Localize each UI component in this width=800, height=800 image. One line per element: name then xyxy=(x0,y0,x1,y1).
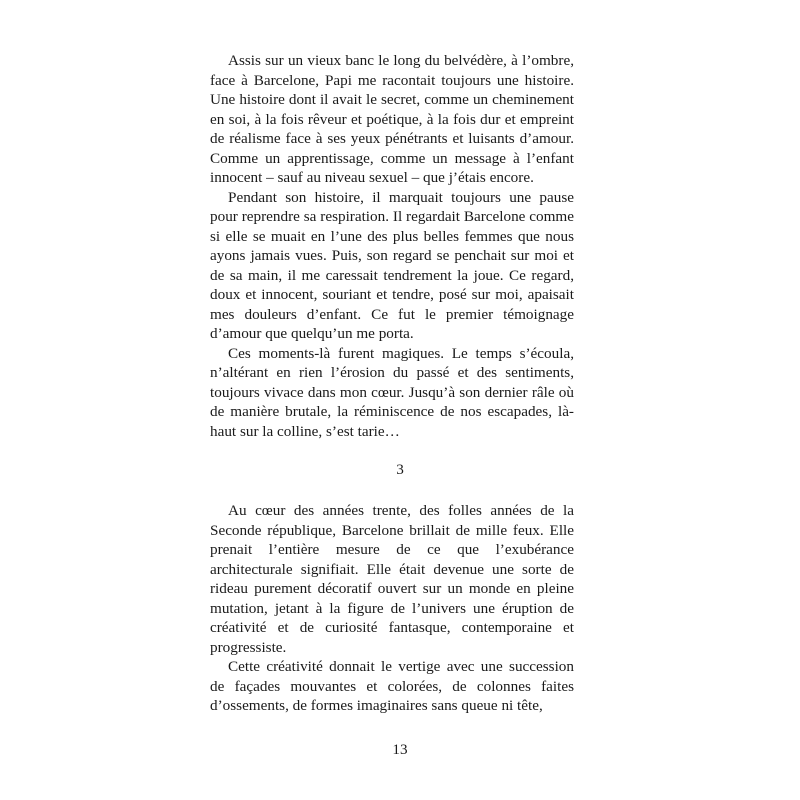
text-section-top xyxy=(210,51,574,441)
paragraph: Ces moments-là furent magiques. Le temps s’écoula, n’altérant en rien l’érosion du passé et des sentiments, toujours vivace dans mon cœur. Jusqu’à son dernier râle où de manière brutale, la réminiscence de nos escapades, là-haut sur la colline, s’est tarie… xyxy=(210,344,574,440)
paragraph: Pendant son histoire, il marquait toujours une pause pour reprendre sa respiration. Il regardait Barcelone comme si elle se muait en l’une des plus belles femmes que nous ayons jamais vues. Puis, son regard se penchait sur moi et de sa main, il me caressait tendrement la joue. Ce regard, doux et innocent, souriant et tendre, posé sur moi, apaisait mes douleurs d’enfant. Ce fut le premier témoignage d’amour que quelqu’un me porta. xyxy=(210,188,574,342)
chapter-number: 3 xyxy=(396,461,404,478)
paragraph: Cette créativité donnait le vertige avec une succession de façades mouvantes et colorées, de colonnes faites d’ossements, de formes imaginaires sans queue ni tête, xyxy=(210,658,574,714)
text-section-bottom xyxy=(210,501,574,716)
page-number: 13 xyxy=(392,741,408,758)
paragraph: Assis sur un vieux banc le long du belvédère, à l’ombre, face à Barcelone, Papi me racontait toujours une histoire. Une histoire dont il avait le secret, comme un cheminement en soi, à la fois rêveur et poétique, à la fois dur et empreint de réalisme face à ses yeux pénétrants et luisants d’amour. Comme un apprentissage, comme un message à l’enfant innocent – sauf au niveau sexuel – que j’étais encore. xyxy=(210,52,574,186)
paragraph: Au cœur des années trente, des folles années de la Seconde république, Barcelone brillait de mille feux. Elle prenait l’entière mesure de ce que l’exubérance architecturale signifiait. Elle était devenue une sorte de rideau purement décoratif ouvert sur un monde en pleine mutation, jetant à la figure de l’univers une éruption de créativité et de curiosité fantasque, contemporaine et progressiste. xyxy=(210,502,574,656)
